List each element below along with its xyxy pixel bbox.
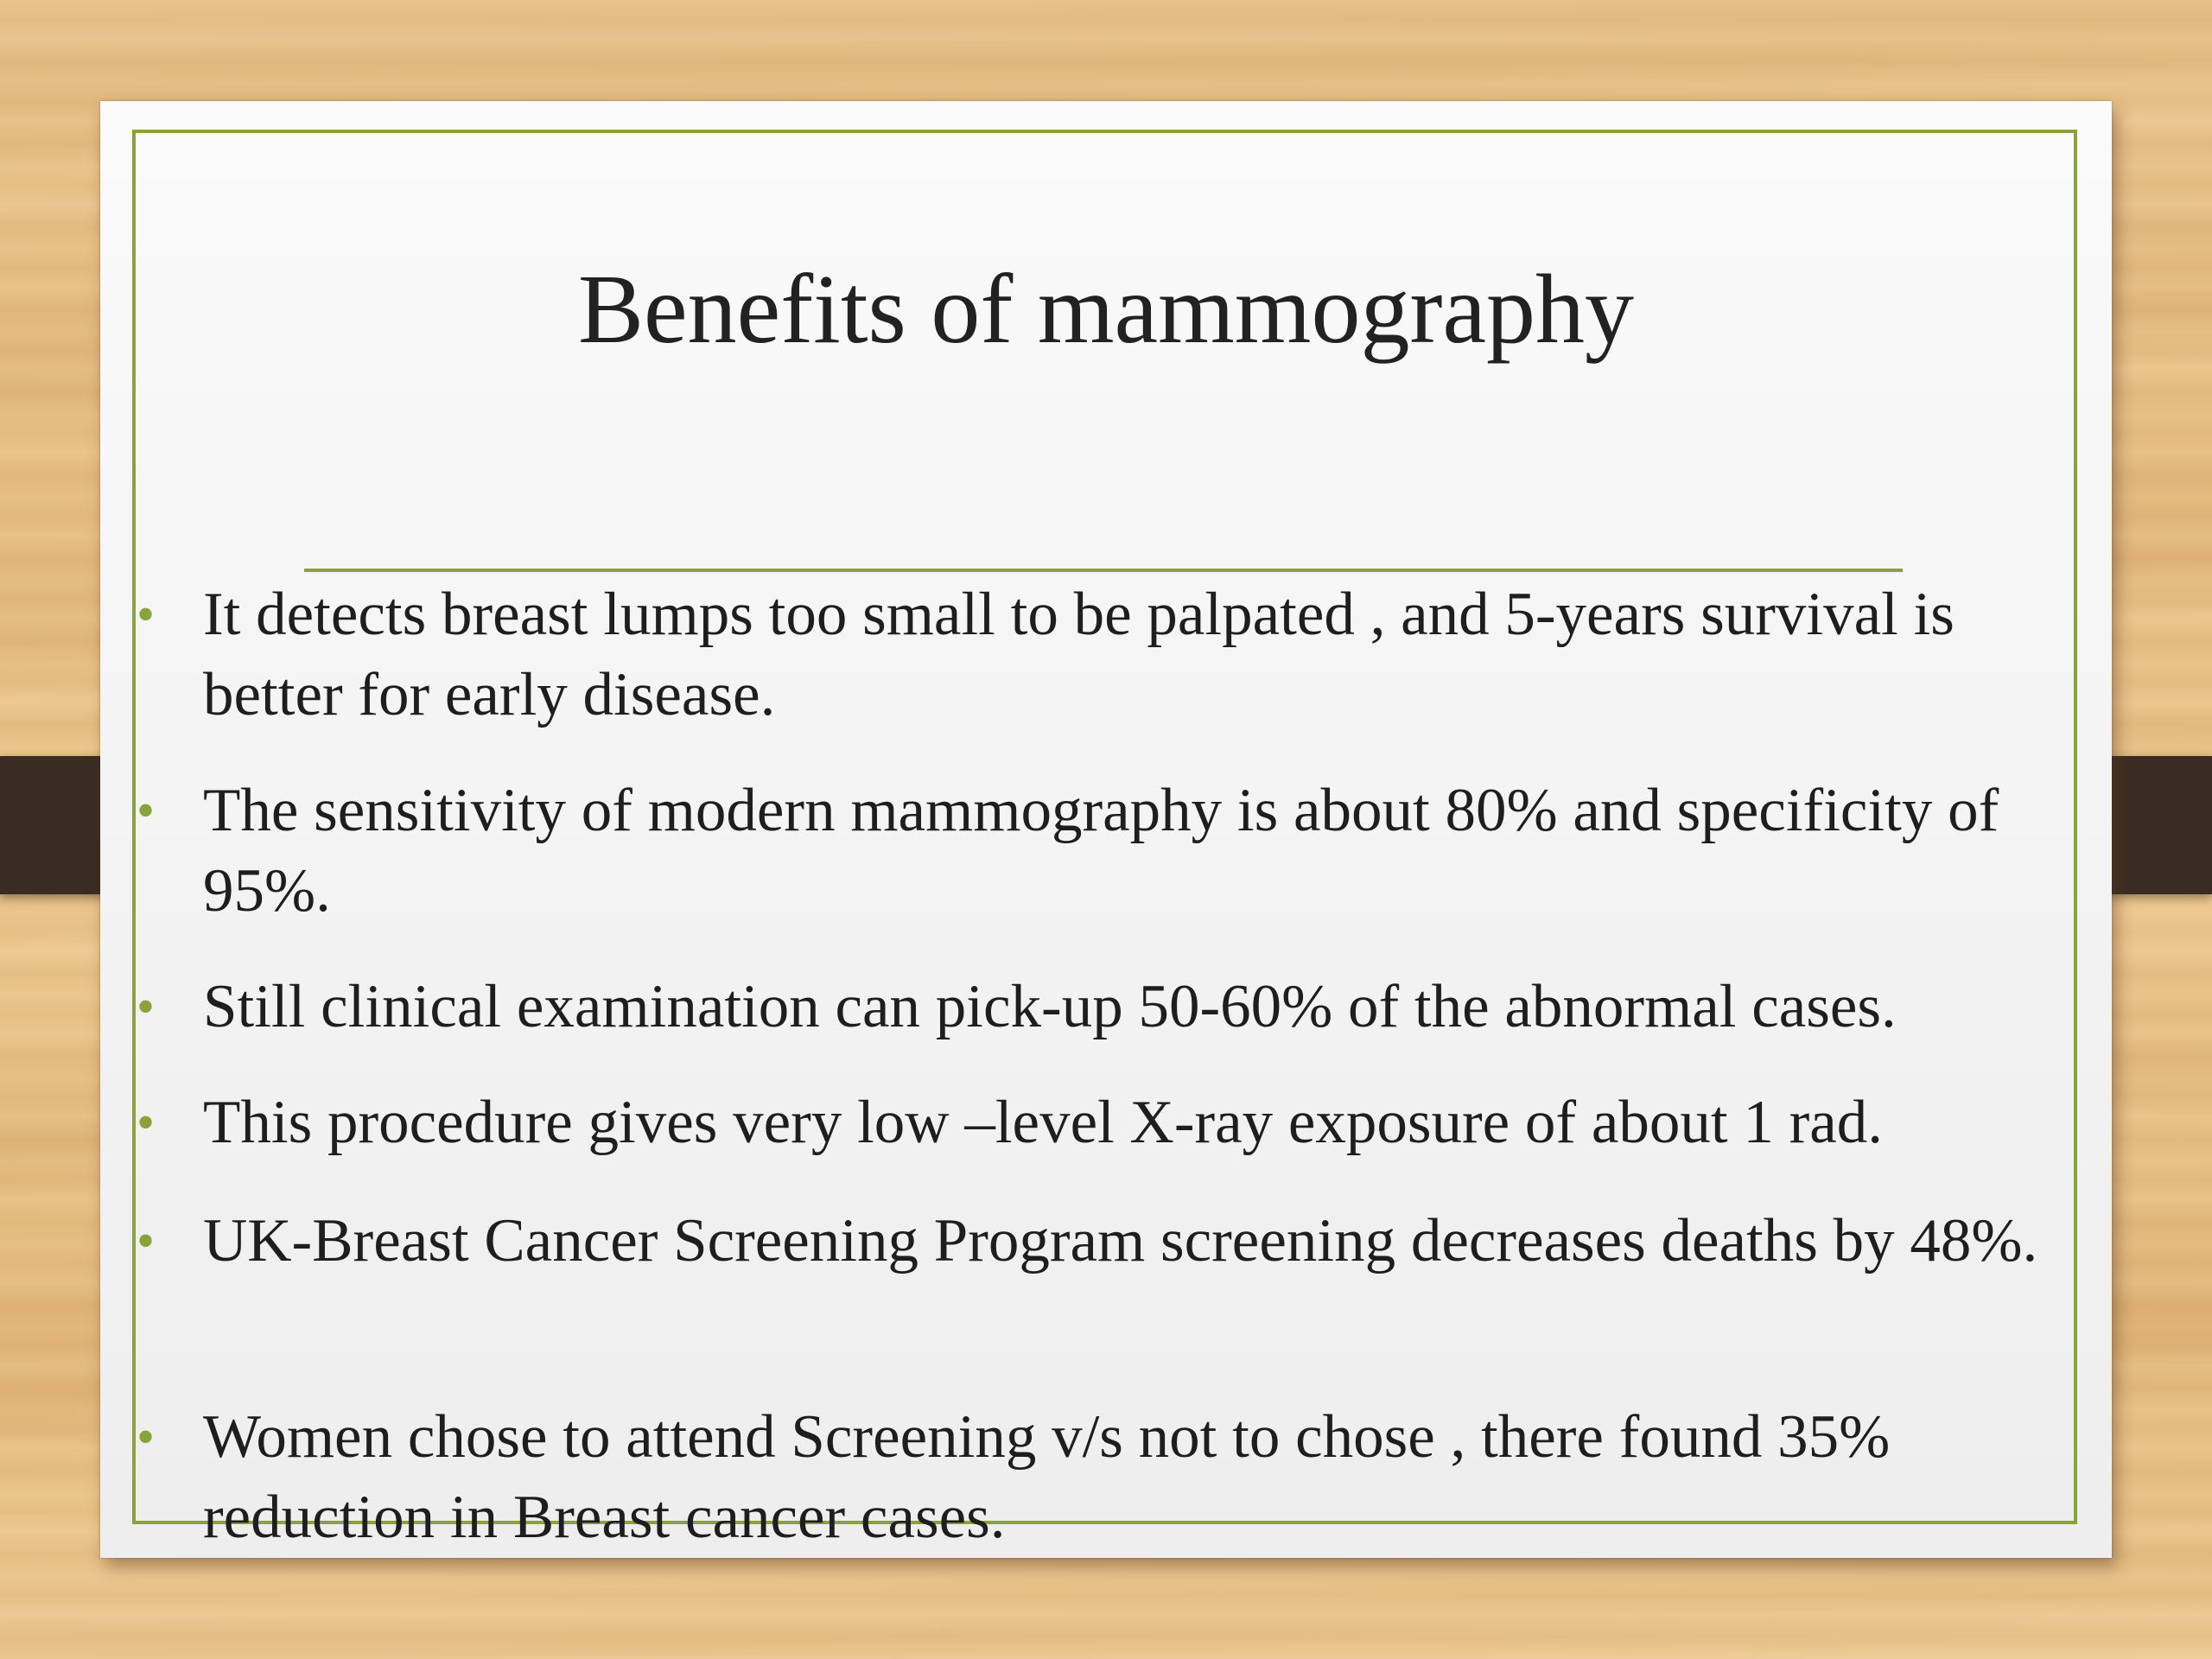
- bullet-text: Still clinical examination can pick-up 50-60% of the abnormal cases.: [203, 973, 1897, 1040]
- bullet-icon: •: [137, 782, 156, 839]
- bullet-item: [137, 1083, 2069, 1163]
- slide-paper: [100, 101, 2112, 1558]
- bullet-item: [137, 771, 2069, 931]
- bullet-item: [137, 1397, 2069, 1558]
- bullet-text: Women chose to attend Screening v/s not to chose , there found 35% reduction in Breast cancer cases.: [203, 1403, 1891, 1551]
- bullet-list: [100, 101, 2112, 1558]
- bullet-text: This procedure gives very low –level X-ray exposure of about 1 rad.: [203, 1089, 1883, 1156]
- bullet-text: The sensitivity of modern mammography is about 80% and specificity of 95%.: [203, 777, 1999, 925]
- bullet-icon: •: [137, 1408, 156, 1465]
- bullet-item: [137, 575, 2069, 735]
- bullet-item: [137, 1201, 2069, 1281]
- bullet-text: It detects breast lumps too small to be palpated , and 5-years survival is better for early disease.: [203, 581, 1955, 728]
- bullet-icon: •: [137, 1212, 156, 1269]
- slide-title: Benefits of mammography: [577, 254, 1635, 364]
- bullet-icon: •: [137, 586, 156, 643]
- bullet-item: [137, 967, 2069, 1047]
- bullet-icon: •: [137, 978, 156, 1035]
- bullet-icon: •: [137, 1094, 156, 1151]
- bullet-text: UK-Breast Cancer Screening Program screening decreases deaths by 48%.: [203, 1207, 2038, 1274]
